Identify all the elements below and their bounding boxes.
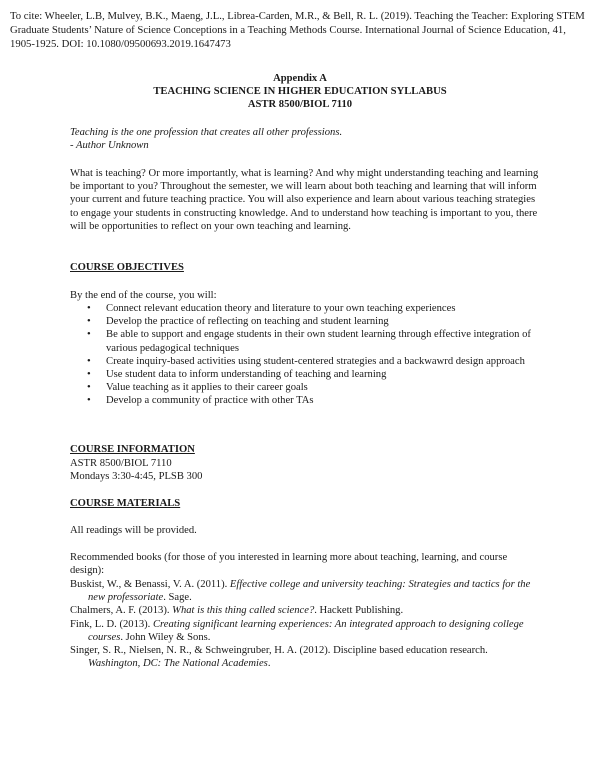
list-item: • Connect relevant education theory and literature to your own teaching experiences	[87, 303, 456, 314]
syllabus-title: TEACHING SCIENCE IN HIGHER EDUCATION SYLLABUS	[153, 86, 447, 97]
list-item: • Create inquiry-based activities using student-centered strategies and a backwawrd design approach	[87, 355, 525, 367]
list-item: • Be able to support and engage students in their own student learning through effective integration of various pedagogical techniques	[87, 329, 531, 354]
readings-note: All readings will be provided.	[70, 525, 197, 536]
course-information-heading: COURSE INFORMATION	[70, 444, 195, 455]
course-code-title: ASTR 8500/BIOL 7110	[247, 99, 353, 110]
list-item: • Develop the practice of reflecting on teaching and student learning	[87, 316, 389, 328]
reference-item: Singer, S. R., Nielsen, N. R., & Schweingruber, H. A. (2012). Discipline based education research. Washington, DC: The National Academies.	[70, 645, 488, 670]
course-code: ASTR 8500/BIOL 7110	[70, 458, 172, 469]
list-item: • Value teaching as it applies to their career goals	[87, 382, 308, 394]
reference-list	[70, 578, 540, 670]
course-objectives-heading: COURSE OBJECTIVES	[70, 262, 184, 273]
bullet-icon: •	[87, 369, 91, 381]
list-item: • Develop a community of practice with other TAs	[87, 395, 314, 407]
epigraph	[70, 126, 540, 152]
bullet-icon: •	[87, 303, 91, 314]
bullet-icon: •	[87, 316, 91, 328]
reference-item: Buskist, W., & Benassi, V. A. (2011). Effective college and university teaching: Strategies and tactics for the new professoriate. Sage.	[70, 579, 531, 604]
bullet-icon: •	[87, 382, 91, 394]
bullet-icon: •	[87, 329, 91, 341]
objectives-lead: By the end of the course, you will:	[70, 290, 217, 301]
objectives-list	[70, 302, 540, 408]
intro-paragraph: What is teaching? Or more importantly, what is learning? And why might understanding teaching and learning be important to you? Throughout the semester, we will learn about both teaching and learning that will inform your current and future teaching practice. You will also experience and learn about various teaching strategies to engage your students in constructing knowledge. And to understand how teaching is important to you, there will be opportunities to reflect on your own teaching and learning.	[70, 168, 539, 232]
course-information	[70, 457, 540, 483]
reference-item: Fink, L. D. (2013). Creating significant learning experiences: An integrated approach to designing college courses. John Wiley & Sons.	[70, 618, 524, 643]
citation-text: To cite: Wheeler, L.B, Mulvey, B.K., Maeng, J.L., Librea-Carden, M.R., & Bell, R. L. (2019). Teaching the Teacher: Exploring STEM Graduate Students’ Nature of Science Conceptions in a Teaching Methods Course. International Journal of Science Education, 41, 1905-1925. DOI: 10.1080/09500693.2019.1647473	[10, 10, 585, 51]
course-schedule: Mondays 3:30-4:45, PLSB 300	[70, 471, 203, 483]
recommended-books-note: Recommended books (for those of you interested in learning more about teaching, learning, and course design):	[70, 552, 508, 577]
reference-item: Chalmers, A. F. (2013). What is this thing called science?. Hackett Publishing.	[70, 605, 404, 617]
list-item: • Use student data to inform understanding of teaching and learning	[87, 369, 387, 381]
bullet-icon: •	[87, 395, 91, 407]
course-materials-heading: COURSE MATERIALS	[70, 498, 181, 509]
epigraph-text: Teaching is the one profession that creates all other professions.	[70, 127, 343, 138]
appendix-label: Appendix A	[273, 73, 327, 84]
syllabus-header	[0, 72, 600, 111]
epigraph-author: - Author Unknown	[70, 140, 149, 152]
bullet-icon: •	[87, 355, 91, 367]
